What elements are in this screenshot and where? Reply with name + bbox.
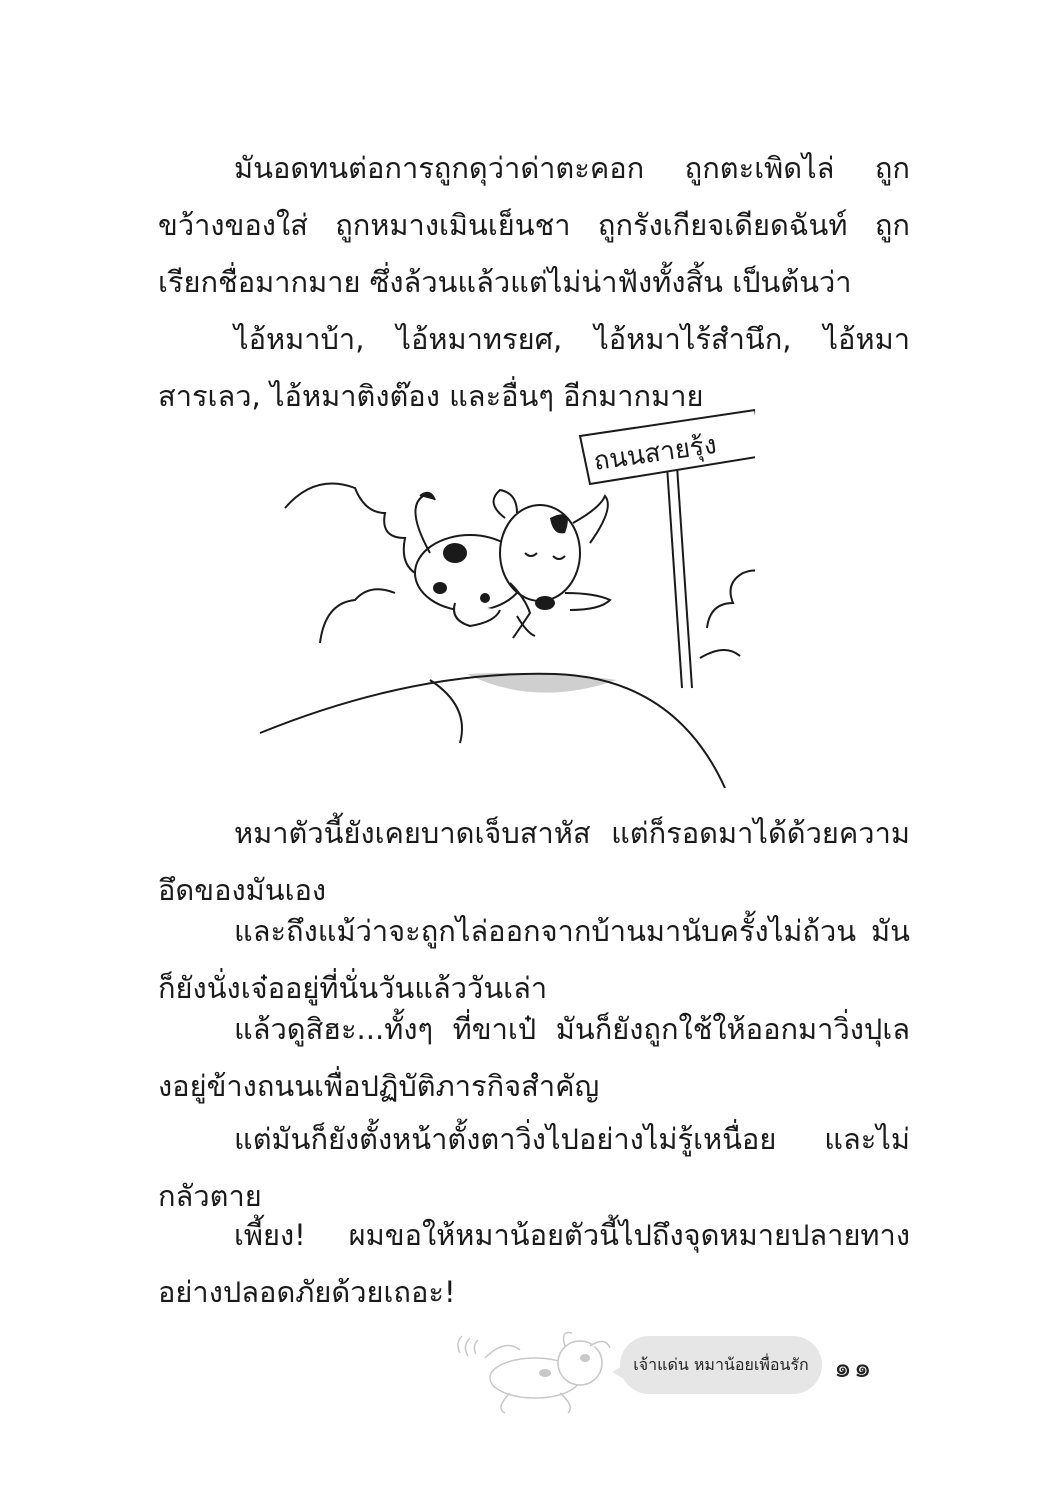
dog-tail [415, 496, 430, 553]
hill-outline [260, 674, 725, 788]
dog-tail-tip [420, 493, 435, 500]
book-title-bubble [620, 1336, 822, 1394]
paragraph-7: เพี้ยง! ผมขอให้หมาน้อยตัวนี้ไปถึงจุดหมายปลายทางอย่างปลอดภัยด้วยเถอะ! [158, 1218, 910, 1309]
paragraph-4: และถึงแม้ว่าจะถูกไล่ออกจากบ้านมานับครั้งไม่ถ้วน มันก็ยังนั่งเจ๋ออยู่ที่นั่นวันแล้ววันเล่า [158, 914, 910, 1005]
paragraph-3: หมาตัวนี้ยังเคยบาดเจ็บสาหัส แต่ก็รอดมาได้ด้วยความอึดของมันเอง [158, 816, 910, 907]
road-sign-text: ถนนสายรุ้ง [591, 430, 719, 477]
dog-ear-left [494, 490, 517, 518]
right-bush-bottom [700, 650, 740, 658]
dog-front-paw [565, 593, 610, 610]
footer-dog-spot [580, 1354, 590, 1362]
dog-spot-1 [443, 543, 467, 563]
page-footer [450, 1318, 920, 1428]
paragraph-6: แต่มันก็ยังตั้งหน้าตั้งตาวิ่งไปอย่างไม่รู้เหนื่อย และไม่กลัวตาย [158, 1122, 910, 1213]
dog-spot-2 [433, 582, 447, 594]
footer-dog-head [558, 1341, 602, 1385]
paragraph-2: ไอ้หมาบ้า, ไอ้หมาทรยศ, ไอ้หมาไร้สำนึก, ไอ้หมาสารเลว, ไอ้หมาติงต๊อง และอื่นๆ อีกมากมาย [158, 322, 910, 413]
page-number: ๑๑ [834, 1351, 874, 1384]
footer-dog-tail [485, 1346, 520, 1359]
paragraph-5: แล้วดูสิฮะ...ทั้งๆ ที่ขาเป๋ มันก็ยังถูกใช้ให้ออกมาวิ่งปุเลงอยู่ข้างถนนเพื่อปฏิบัติภารกิจสำคัญ [158, 1012, 910, 1103]
motion-lines [458, 1336, 478, 1356]
dog-spot-3 [480, 593, 490, 603]
paragraph-1: มันอดทนต่อการถูกดุว่าด่าตะคอก ถูกตะเพิดไล่ ถูกขว้างของใส่ ถูกหมางเมินเย็นชา ถูกรังเกียจเดียดฉันท์ ถูกเรียกชื่อมากมาย ซึ่งล้วนแล้วแต่ไม่น่าฟังทั้งสิ้น เป็นต้นว่า [158, 151, 910, 299]
running-dog-icon [450, 1318, 620, 1428]
book-title: เจ้าแด่น หมาน้อยเพื่อนรัก [633, 1354, 809, 1374]
road-edge [430, 680, 462, 743]
right-bush-top [707, 571, 755, 629]
footer-dog-spot-2 [539, 1369, 551, 1377]
dog-nose [535, 596, 555, 610]
dog-head [500, 505, 580, 601]
dog-illustration-svg [255, 388, 755, 788]
dog-sign-illustration [255, 388, 755, 788]
left-bush-top [285, 484, 415, 574]
left-bush-bottom [320, 589, 395, 643]
